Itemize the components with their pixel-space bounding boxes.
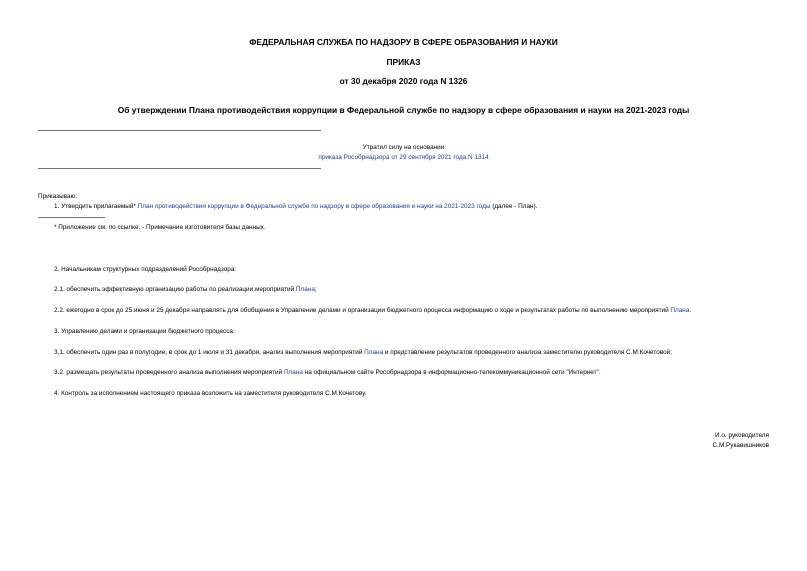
footnote-divider	[38, 217, 105, 218]
status-note-text: Утратил силу на основании	[362, 144, 445, 151]
paragraph-2-1-text: 2.1. обеспечить эффективную организацию работы по реализации мероприятий	[54, 286, 296, 293]
bottom-divider	[38, 168, 321, 169]
paragraph-3-1-text: 3.1. обеспечить один раз в полугодие, в срок до 1 июля и 31 декабря, анализ выполнения мероприятий	[54, 349, 365, 356]
paragraph-3: 3. Управлению делами и организации бюджетного процесса:	[54, 328, 235, 335]
signature-role: И.о. руководителя	[715, 432, 769, 439]
agency-heading: ФЕДЕРАЛЬНАЯ СЛУЖБА ПО НАДЗОРУ В СФЕРЕ ОБРАЗОВАНИЯ И НАУКИ	[249, 37, 558, 47]
paragraph-2-2-suffix: .	[689, 307, 692, 314]
paragraph-3-2-text: 3.2. размещать результаты проведенного анализа выполнения мероприятий	[54, 369, 284, 376]
repeal-order-link[interactable]: приказа Рособрнадзора от 29 сентября 2021 года N 1314	[318, 154, 489, 161]
top-divider	[38, 130, 321, 131]
paragraph-2-1-suffix: ;	[314, 286, 317, 293]
paragraph-2-1	[54, 286, 317, 293]
plan-link[interactable]: Плана	[670, 307, 690, 314]
document-type: ПРИКАЗ	[386, 57, 421, 67]
plan-link[interactable]: Плана	[295, 286, 315, 293]
paragraph-3-2-suffix: на официальном сайте Рособрнадзора в информационно-телекоммуникационной сети "Интернет".	[302, 369, 601, 376]
document-date-number: от 30 декабря 2020 года N 1326	[339, 76, 468, 86]
paragraph-1	[54, 203, 537, 210]
footnote: * Приложение см. по ссылке. - Примечание изготовителя базы данных.	[54, 224, 266, 231]
document-title: Об утверждении Плана противодействия коррупции в Федеральной службе по надзору в сфере образования и науки на 2021-2023 годы	[117, 105, 690, 115]
paragraph-1-text: 1. Утвердить прилагаемый*	[54, 203, 138, 210]
paragraph-3-1	[54, 349, 672, 356]
plan-link[interactable]: Плана	[283, 369, 303, 376]
intro-text: Приказываю:	[38, 193, 78, 200]
paragraph-2-2-text: 2.2. ежегодно в срок до 25 июня и 25 декабря направлять для обобщения в Управление делами и организации бюджетного процесса информацию о ходе и результатах работы по выполнению мероприятий	[54, 307, 671, 314]
paragraph-2: 2. Начальникам структурных подразделений Рособрнадзора:	[54, 266, 237, 273]
paragraph-3-2	[54, 369, 601, 376]
paragraph-2-2	[54, 307, 691, 314]
plan-link[interactable]: План противодействия коррупции в Федеральной службе по надзору в сфере образования и науки на 2021-2023 годы	[137, 203, 491, 210]
paragraph-1-suffix: (далее - План).	[490, 203, 538, 210]
signature-name: С.М.Рукавишников	[712, 442, 769, 449]
plan-link[interactable]: Плана	[364, 349, 384, 356]
paragraph-3-1-suffix: и представление результатов проведенного анализа заместителю руководителя С.М.Кочетовой;	[383, 349, 673, 356]
paragraph-4: 4. Контроль за исполнением настоящего приказа возложить на заместителя руководителя С.М.Кочетову.	[54, 390, 367, 397]
